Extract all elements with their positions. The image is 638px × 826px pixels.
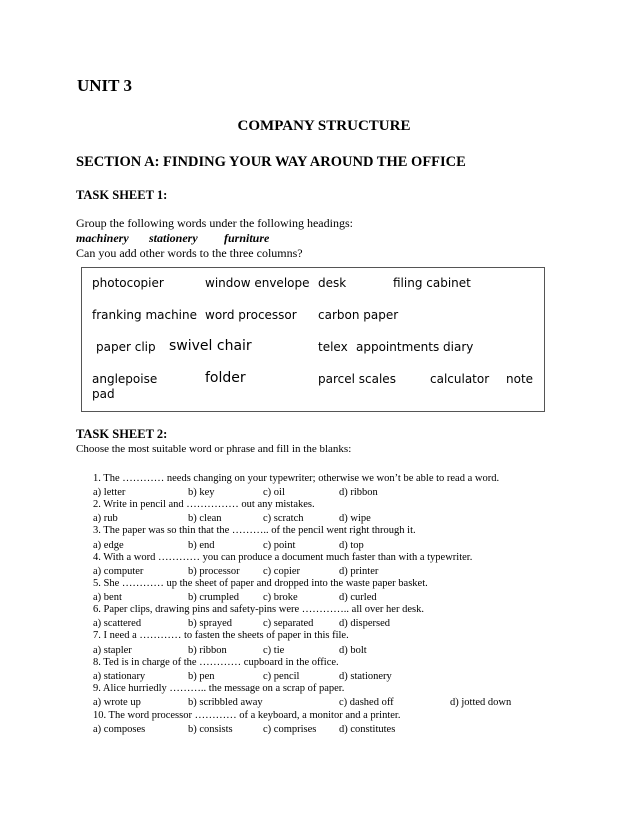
option: d) curled [339,592,377,603]
option: b) key [188,487,215,498]
option: a) scattered [93,618,142,629]
option: c) broke [263,592,298,603]
option: a) wrote up [93,697,141,708]
task-sheet-1-heading: TASK SHEET 1: [76,188,168,202]
question-text: 10. The word processor ………… of a keyboard, a monitor and a printer. [93,710,401,721]
word-box [81,267,545,412]
word-item: parcel scales [318,372,396,386]
question-text: 2. Write in pencil and …………… out any mistakes. [93,499,315,510]
word-item: filing cabinet [393,276,471,290]
word-item: photocopier [92,276,164,290]
question-text: 3. The paper was so thin that the ……….. of the pencil went right through it. [93,525,416,536]
option: b) processor [188,566,240,577]
option: c) separated [263,618,314,629]
question-text: 9. Alice hurriedly ……….. the message on a scrap of paper. [93,683,345,694]
heading-furniture: furniture [224,231,270,245]
question-text: 4. With a word ………… you can produce a document much faster than with a typewriter. [93,552,473,563]
option: c) oil [263,487,285,498]
option: d) top [339,540,364,551]
heading-stationery: stationery [149,231,198,245]
headings-row [76,231,353,246]
question-text: 1. The ………… needs changing on your typewriter; otherwise we won’t be able to read a word. [93,473,500,484]
word-item: window envelope [205,276,310,290]
question-text: Can you add other words to the three columns? [76,246,303,260]
word-item: anglepoise [92,372,158,386]
option: b) sprayed [188,618,233,629]
option: a) stationary [93,671,146,682]
question-text: 7. I need a ………… to fasten the sheets of paper in this file. [93,630,349,641]
word-item: folder [205,370,246,386]
option: b) end [188,540,215,551]
word-item: paper clip [96,340,156,354]
word-item: desk [318,276,347,290]
option: c) tie [263,645,285,656]
option: c) point [263,540,296,551]
option: a) composes [93,724,146,735]
word-item: franking machine [92,308,198,322]
option: b) ribbon [188,645,227,656]
option: d) stationery [339,671,392,682]
option: b) clean [188,513,222,524]
page-title: COMPANY STRUCTURE [237,118,411,134]
word-item: calculator [430,372,490,386]
task-sheet-2-instruction: Choose the most suitable word or phrase and fill in the blanks: [76,443,352,455]
option: d) printer [339,566,379,577]
option: d) bolt [339,645,367,656]
task-sheet-2-heading: TASK SHEET 2: [76,427,168,441]
task-sheet-1-instructions [76,216,353,261]
word-item: word processor [205,308,297,322]
option: c) copier [263,566,301,577]
question-text: 8. Ted is in charge of the ………… cupboard in the office. [93,657,339,668]
option: c) pencil [263,671,300,682]
option: a) letter [93,487,126,498]
option: a) edge [93,540,124,551]
question-text: 5. She ………… up the sheet of paper and dropped into the waste paper basket. [93,578,428,589]
unit-heading: UNIT 3 [77,76,132,95]
option: c) dashed off [339,697,394,708]
option: d) jotted down [450,697,512,708]
word-item: swivel chair [169,338,252,354]
instruction-text: Group the following words under the following headings: [76,216,353,230]
word-item: appointments diary [356,340,474,354]
option: a) rub [93,513,118,524]
heading-machinery: machinery [76,231,129,245]
option: b) scribbled away [188,697,263,708]
option: d) ribbon [339,487,378,498]
question-text: 6. Paper clips, drawing pins and safety-pins were ………….. all over her desk. [93,604,424,615]
option: d) constitutes [339,724,396,735]
section-heading: SECTION A: FINDING YOUR WAY AROUND THE OFFICE [76,154,466,170]
option: a) bent [93,592,122,603]
option: a) stapler [93,645,132,656]
word-item: carbon paper [318,308,399,322]
option: c) scratch [263,513,304,524]
option: b) consists [188,724,233,735]
option: d) wipe [339,513,371,524]
option: b) pen [188,671,215,682]
option: d) dispersed [339,618,391,629]
word-item: telex [318,340,348,354]
option: b) crumpled [188,592,240,603]
word-item: note [506,372,534,386]
option: c) comprises [263,724,317,735]
option: a) computer [93,566,144,577]
word-item: pad [92,387,115,401]
